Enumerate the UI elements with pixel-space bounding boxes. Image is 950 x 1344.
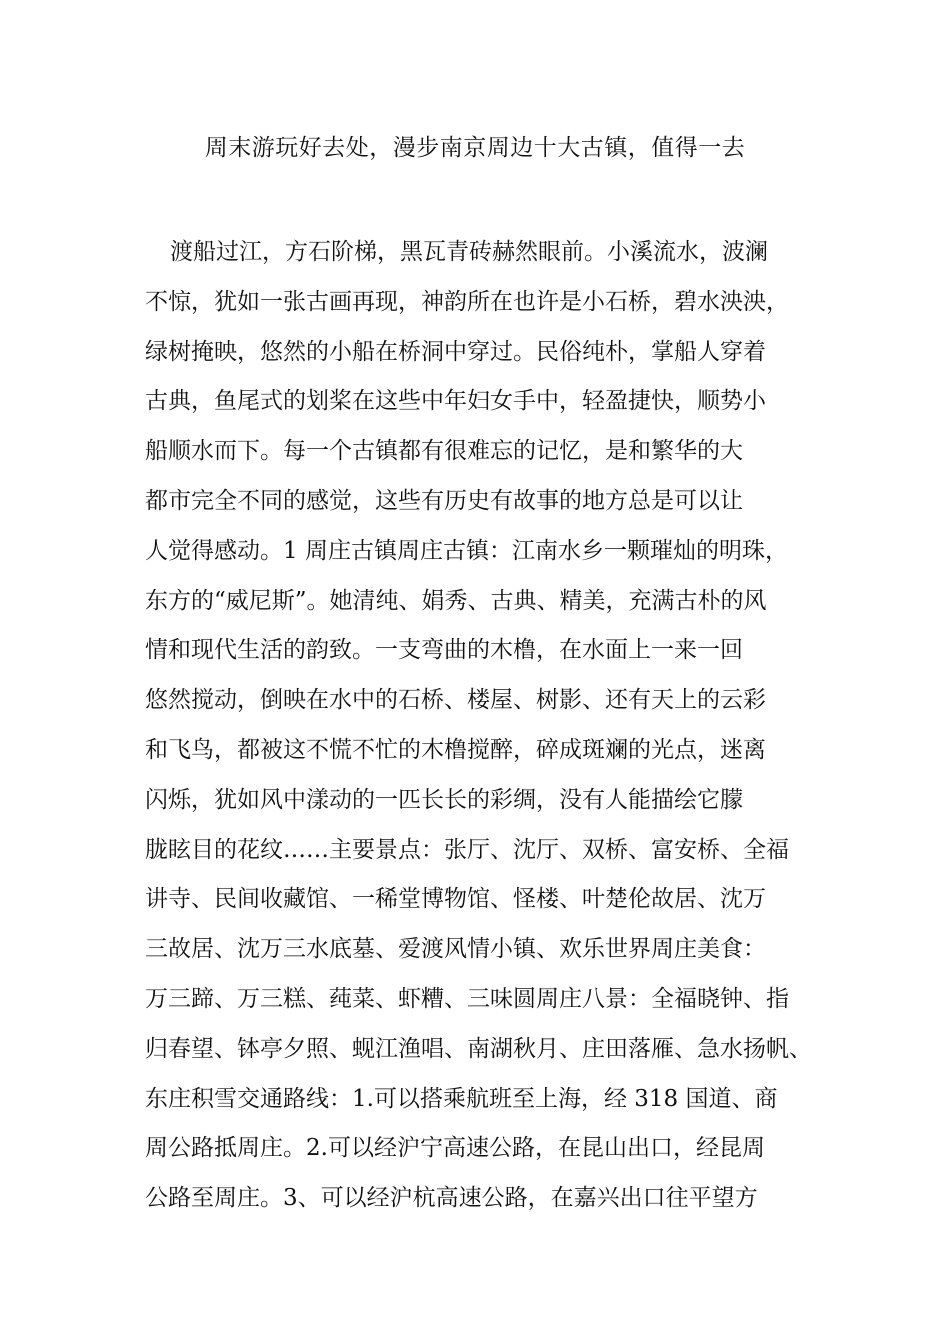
body-line: 周公路抵周庄。2.可以经沪宁高速公路，在昆山出口，经昆周 [145,1135,765,1162]
body-line: 归春望、钵亭夕照、蚬江渔唱、南湖秋月、庄田落雁、急水扬帆、 [145,1035,812,1062]
body-line: 东庄积雪交通路线：1.可以搭乘航班至上海，经 318 国道、商 [145,1085,778,1112]
body-line: 东方的“威尼斯”。她清纯、娟秀、古典、精美，充满古朴的风 [145,587,767,614]
body-line: 不惊，犹如一张古画再现，神韵所在也许是小石桥，碧水泱泱， [145,288,789,315]
body-line: 人觉得感动。1 周庄古镇周庄古镇：江南水乡一颗璀灿的明珠， [145,537,788,564]
body-line: 闪烁，犹如风中漾动的一匹长长的彩绸，没有人能描绘它朦 [145,786,743,813]
body-line: 情和现代生活的韵致。一支弯曲的木橹，在水面上一来一回 [145,637,743,664]
body-line: 古典，鱼尾式的划桨在这些中年妇女手中，轻盈捷快，顺势小 [145,388,766,415]
body-line: 船顺水而下。每一个古镇都有很难忘的记忆，是和繁华的大 [145,438,743,465]
body-line: 胧眩目的花纹……主要景点：张厅、沈厅、双桥、富安桥、全福 [145,836,789,863]
body-line: 都市完全不同的感觉，这些有历史有故事的地方总是可以让 [145,487,743,514]
body-line: 三故居、沈万三水底墓、爱渡风情小镇、欢乐世界周庄美食： [145,936,766,963]
body-line: 讲寺、民间收藏馆、一稀堂博物馆、怪楼、叶楚伦故居、沈万 [145,886,766,913]
body-line: 公路至周庄。3、可以经沪杭高速公路，在嘉兴出口往平望方 [145,1185,758,1212]
document-body [145,228,825,1224]
body-line: 绿树掩映，悠然的小船在桥洞中穿过。民俗纯朴，掌船人穿着 [145,338,766,365]
body-line: 渡船过江，方石阶梯，黑瓦青砖赫然眼前。小溪流水，波澜 [170,239,768,265]
body-line: 万三蹄、万三糕、莼菜、虾糟、三味圆周庄八景：全福晓钟、指 [145,985,789,1012]
body-line: 悠然搅动，倒映在水中的石桥、楼屋、树影、还有天上的云彩 [145,687,766,714]
body-line: 和飞鸟，都被这不慌不忙的木橹搅醉，碎成斑斓的光点，迷离 [145,736,766,763]
document-title: 周末游玩好去处，漫步南京周边十大古镇，值得一去 [204,135,746,161]
